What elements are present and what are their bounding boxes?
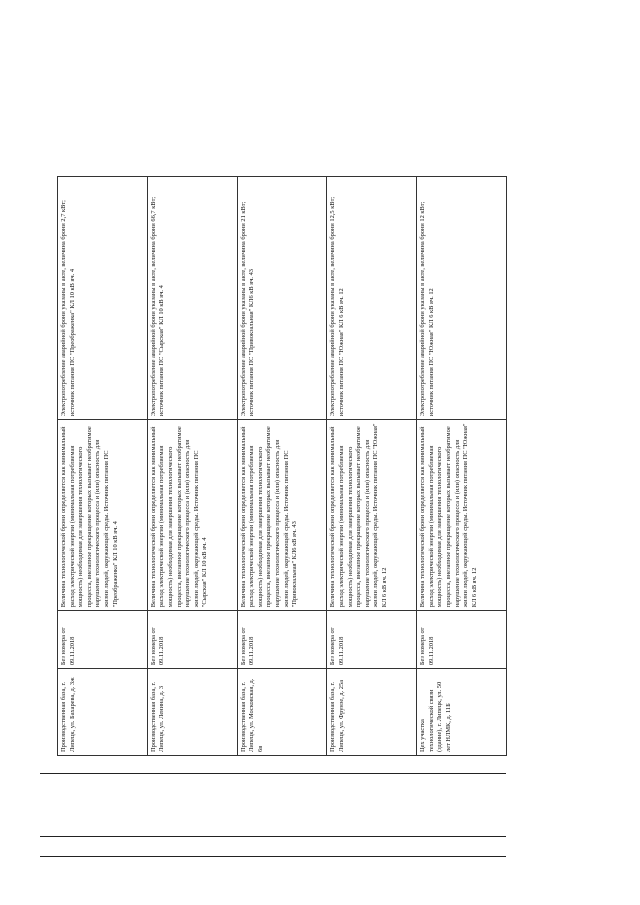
cell-document: Без номера от 09.11.2018 (147, 611, 237, 669)
table-row (327, 177, 417, 756)
table-row (237, 177, 327, 756)
cell-object: Производственная база, г. Липецк, ул. Московская, д. 6в (237, 669, 327, 756)
cell-document: Без номера от 09.11.2018 (58, 611, 148, 669)
cell-note: Электропотребление аварийной брони указаны в акте, величина брони 21 кВт; источник питания ПС "Привокзальная" КЛ6 кВ яч. 43 (237, 177, 327, 420)
rotated-table-container (57, 176, 507, 756)
top-rule (40, 773, 506, 774)
reservation-table (57, 176, 507, 756)
cell-document: Без номера от 09.11.2018 (327, 611, 417, 669)
cell-explanation: Величина технологической брони определяется как минимальный расход электрической энергии (минимальная потребляемая мощность) необходимая для завершения технологического процесса, внезапное прекращение которых вызывает необратимое нарушение технологического процесса и (или) опасность для жизни людей, окружающей среды. Источник питания ПС "Южная" КЛ 6 кВ яч. 12 (327, 420, 417, 611)
cell-explanation: Величина технологической брони определяется как минимальный расход электрической энергии (минимальная потребляемая мощность) необходимая для завершения технологического процесса, внезапное прекращение которых вызывает необратимое нарушение технологического процесса и (или) опасность для жизни людей, окружающей среды. Источник питания ПС "Сырская" КЛ 10 кВ яч. 4 (147, 420, 237, 611)
cell-note: Электропотребление аварийной брони указаны в акте, величина брони 12,5 кВт; источник питания ПС "Южная" КЛ 6 кВ яч. 12 (327, 177, 417, 420)
cell-note: Электропотребление аварийной брони указаны в акте, величина брони 2,7 кВт; источник питания ПС "Преображенка" КЛ 10 кВ яч. 4 (58, 177, 148, 420)
cell-object: Производственная база, г. Липецк, ул. Фрунзе, д. 25а (327, 669, 417, 756)
cell-note: Электропотребление аварийной брони указаны в акте, величина брони 66,7 кВт; источник питания ПС "Сырская" КЛ 10 кВ яч. 4 (147, 177, 237, 420)
table-row (58, 177, 148, 756)
cell-explanation: Величина технологической брони определяется как минимальный расход электрической энергии (минимальная потребляемая мощность) необходимая для завершения технологического процесса, внезапное прекращение которых вызывает необратимое нарушение технологического процесса и (или) опасность для жизни людей, окружающей среды. Источник питания ПС "Южная" КЛ 6 кВ яч. 12 (417, 420, 507, 611)
table-row (147, 177, 237, 756)
table-row (417, 177, 507, 756)
middle-rule (40, 836, 506, 837)
rotated-table (57, 176, 507, 756)
cell-document: Без номера от 09.11.2018 (417, 611, 507, 669)
cell-object: Производственная база, г. Липецк, ул. Ленина, д. 3 (147, 669, 237, 756)
bottom-rule (40, 856, 506, 857)
cell-document: Без номера от 09.11.2018 (237, 611, 327, 669)
cell-explanation: Величина технологической брони определяется как минимальный расход электрической энергии (минимальная потребляемая мощность) необходимая для завершения технологического процесса, внезапное прекращение которых вызывает необратимое нарушение технологического процесса и (или) опасность для жизни людей, окружающей среды. Источник питания ПС "Преображенка" КЛ 10 кВ яч. 4 (58, 420, 148, 611)
cell-explanation: Величина технологической брони определяется как минимальный расход электрической энергии (минимальная потребляемая мощность) необходимая для завершения технологического процесса, внезапное прекращение которых вызывает необратимое нарушение технологического процесса и (или) опасность для жизни людей, окружающей среды. Источник питания ПС "Привокзальная" КЛ6 кВ яч. 43 (237, 420, 327, 611)
cell-object: Производственная база, г. Липецк, ул. Бахарева, д. 3ж (58, 669, 148, 756)
cell-object: Цех участка технологической связи (здание), г. Липецк, ул. 50 лет НЛМК, д. 11Б (417, 669, 507, 756)
cell-note: Электропотребление аварийной брони указаны в акте, величина брони 12 кВт; источник питания ПС "Южная" КЛ 6 кВ яч. 12 (417, 177, 507, 420)
